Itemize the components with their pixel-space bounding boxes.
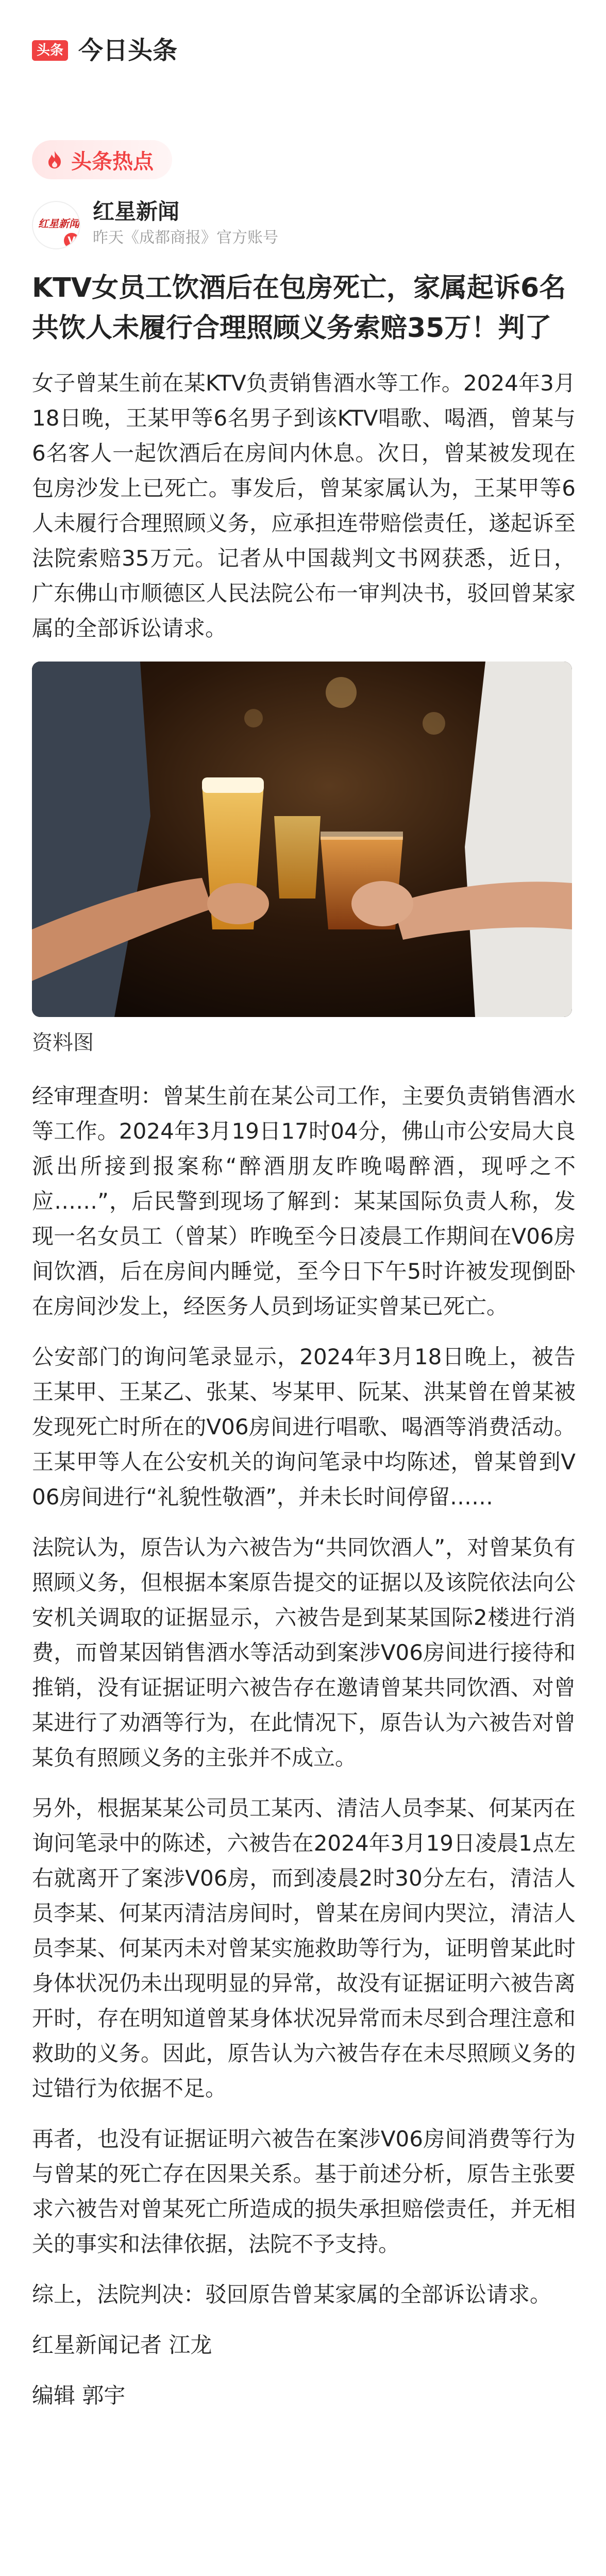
editor-credit: 编辑 郭宇	[32, 2383, 126, 2408]
app-title: 今日头条	[78, 36, 178, 65]
hot-topic-label: 头条热点	[71, 149, 154, 174]
hot-topic-badge[interactable]	[32, 140, 172, 179]
article-paragraph: 再者，也没有证据证明六被告在案涉V06房间消费等行为与曾某的死亡存在因果关系。基于前述分析，原告主张要求六被告对曾某死亡所造成的损失承担赔偿责任，并无相关的事实和法律依据，法院不予支持。	[32, 2126, 576, 2257]
article-paragraph: 公安部门的询问笔录显示，2024年3月18日晚上，被告王某甲、王某乙、张某、岑某甲、阮某、洪某曾在曾某被发现死亡时所在的V06房间进行唱歌、喝酒等消费活动。王某甲等人在公安机关的询问笔录中均陈述，曾某曾到V06房间进行“礼貌性敬酒”，并未长时间停留……	[32, 1344, 576, 1510]
reporter-credit: 红星新闻记者 江龙	[32, 2332, 212, 2358]
avatar-text: 红星新闻	[38, 217, 79, 230]
article-body	[32, 366, 576, 2429]
author-name[interactable]: 红星新闻	[93, 199, 180, 224]
flame-icon	[44, 149, 65, 170]
article-paragraph: 经审理查明：曾某生前在某公司工作，主要负责销售酒水等工作。2024年3月19日17时04分，佛山市公安局大良派出所接到报案称“醉酒朋友昨晚喝醉酒，现呼之不应……”，后民警到现场了解到：某某国际负责人称，发现一名女员工（曾某）昨晚至今日凌晨工作期间在V06房间饮酒，后在房间内睡觉，至今日下午5时许被发现倒卧在房间沙发上，经医务人员到场证实曾某已死亡。	[32, 1083, 576, 1319]
article-paragraph: 法院认为，原告认为六被告为“共同饮酒人”，对曾某负有照顾义务，但根据本案原告提交的证据以及该院依法向公安机关调取的证据显示，六被告是到某某国际2楼进行消费，而曾某因销售酒水等活动到案涉V06房间进行接待和推销，没有证据证明六被告存在邀请曾某共同饮酒、对曾某进行了劝酒等行为，在此情况下，原告认为六被告对曾某负有照顾义务的主张并不成立。	[32, 1535, 576, 1770]
avatar[interactable]	[32, 201, 80, 249]
photo-caption: 资料图	[32, 1031, 94, 1055]
toast-photo-illustration	[32, 662, 572, 1017]
article-photo	[32, 662, 572, 1017]
verified-badge: V	[64, 233, 79, 248]
article-title: KTV女员工饮酒后在包房死亡，家属起诉6名共饮人未履行合理照顾义务索赔35万！判了	[32, 273, 566, 344]
author-meta: 昨天《成都商报》官方账号	[93, 229, 278, 247]
app-logo: 头条	[32, 40, 68, 61]
author-header	[32, 196, 578, 258]
article-paragraph: 女子曾某生前在某KTV负责销售酒水等工作。2024年3月18日晚，王某甲等6名男子到该KTV唱歌、喝酒，曾某与6名客人一起饮酒后在房间内休息。次日，曾某被发现在包房沙发上已死亡。事发后，曾某家属认为，王某甲等6人未履行合理照顾义务，应承担连带赔偿责任，遂起诉至法院索赔35万元。记者从中国裁判文书网获悉，近日，广东佛山市顺德区人民法院公布一审判决书，驳回曾某家属的全部诉讼请求。	[32, 370, 576, 641]
article-paragraph: 综上，法院判决：驳回原告曾某家属的全部诉讼请求。	[32, 2282, 552, 2307]
top-bar	[0, 0, 606, 122]
article-paragraph: 另外，根据某某公司员工某丙、清洁人员李某、何某丙在询问笔录中的陈述，六被告在2024年3月19日凌晨1点左右就离开了案涉V06房，而到凌晨2时30分左右，清洁人员李某、何某丙清洁房间时，曾某在房间内哭泣，清洁人员李某、何某丙未对曾某实施救助等行为，证明曾某此时身体状况仍未出现明显的异常，故没有证据证明六被告离开时，存在明知道曾某身体状况异常而未尽到合理注意和救助的义务。因此，原告认为六被告存在未尽照顾义务的过错行为依据不足。	[32, 1795, 576, 2101]
